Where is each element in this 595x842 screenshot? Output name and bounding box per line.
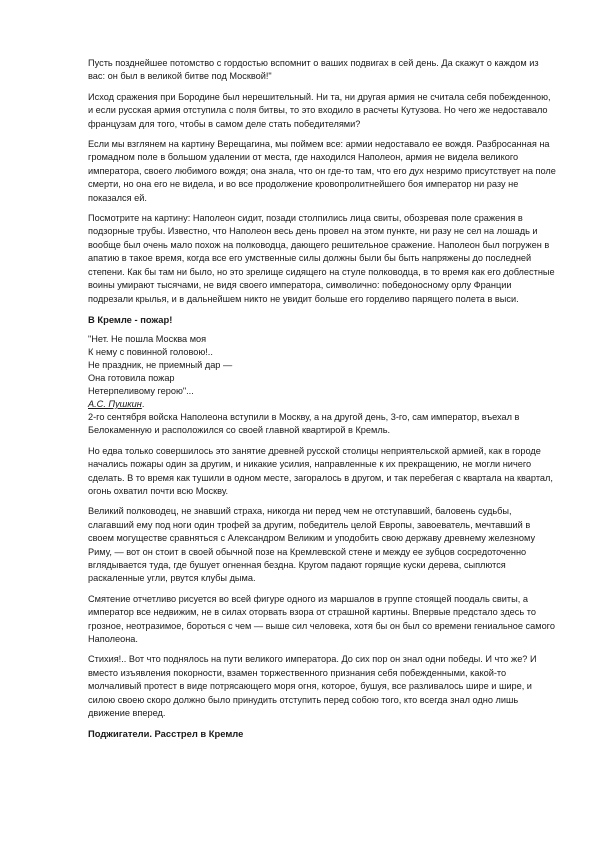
section-heading-arsonists: Поджигатели. Расстрел в Кремле bbox=[88, 728, 244, 740]
poem-line: "Нет. Не пошла Москва моя bbox=[88, 333, 207, 344]
section-heading-kremlin-fire: В Кремле - пожар! bbox=[88, 313, 173, 325]
paragraph-troops-enter-moscow: 2-го сентября войска Наполеона вступили в Москву, а на другой день, 3-го, сам император, въехал в Белокаменную и расположился со своей главной квартирой в Кремль. bbox=[88, 411, 520, 436]
paragraph-great-commander: Великий полководец, не знавший страха, никогда ни перед чем не отступавший, баловень судьбы, слагавший ему под ноги один трофей за другим, победитель целой Европы, завоеватель, мечтавший в своем могуществе сравняться с Александром Великим и уподобить свою державу древнему железному Риму, — вот он стоит в своей обычной позе на Кремлевской стене и между ее зубцов сосредоточенно вглядывается туда, где бушует огненная бездна. Кругом падают горящие куски дерева, сыплются раскаленные угли, рвутся клубы дыма. bbox=[88, 506, 536, 584]
paragraph-napoleon-sits: Посмотрите на картину: Наполеон сидит, позади столпились лица свиты, обозревая поле сражения в подзорные трубы. Известно, что Наполеон весь день провел на этом пункте, ни разу не сел на лошадь и вообще был очень мало похож на полководца, дающего решительное сражение. Наполеон был погружен в апатию в такое время, когда все его умственные силы должны были бы быть напряжены до последней степени. Как бы там ни было, но это зрелище сидящего на стуле полководца, в то время как его доблестные воины умирают тысячами, не видя своего императора, символично: победоносному орлу Франции подрезали крылья, и в дальнейшем никто не увидит больше его горделиво парящего полета в выси. bbox=[88, 213, 555, 304]
poem-line: Не праздник, не приемный дар — bbox=[88, 359, 233, 370]
poem-author bbox=[88, 398, 556, 411]
poem-author-link[interactable]: А.С. Пушкин bbox=[88, 398, 142, 409]
paragraph-borodino-outcome: Исход сражения при Бородине был нерешительный. Ни та, ни другая армия не считала себя побежденною, и если русская армия отступила с поля битвы, то это входило в расчеты Кутузова. Но чего же недоставало французам для того, чтобы в самом деле стать победителями? bbox=[88, 91, 551, 129]
paragraph-fires-begin: Но едва только совершилось это занятие древней русской столицы неприятельской армией, как в городе начались пожары один за другим, и никакие усилия, направленные к их прекращению, не могли ничего сделать. В то время как тушили в одном месте, загоралось в другом, и так перебегая с квартала на квартал, огонь охватил почти всю Москву. bbox=[88, 445, 553, 496]
paragraph-marshal-confusion: Смятение отчетливо рисуется во всей фигуре одного из маршалов в группе стоящей поодаль свиты, а император все недвижим, не в силах оторвать взора от страшной картины. Впервые предстало здесь то грозное, неотразимое, бороться с чем — выше сил человека, хотя бы он был со времени гениальное самого Наполеона. bbox=[88, 593, 555, 644]
poem-quote bbox=[88, 333, 556, 411]
paragraph-address-quote: Пусть позднейшее потомство с гордостью вспомнит о ваших подвигах в сей день. Да скажут о каждом из вас: он был в великой битве под Москвой!" bbox=[88, 58, 539, 82]
document-page bbox=[88, 57, 556, 747]
poem-author-suffix: . bbox=[141, 398, 145, 409]
paragraph-elements: Стихия!.. Вот что поднялось на пути великого императора. До сих пор он знал одни победы. И что же? И вместо изъявления покорности, взамен торжественного признания себя побежденными, какой-то молчаливый протест в виде потрясающего моря огня, которое, бушуя, все разливалось шире и шире, и силою своею скоро должно было принудить отступить перед собою того, кто всегда знал одно лишь движение вперед. bbox=[88, 654, 537, 719]
paragraph-vereshchagin-painting: Если мы взглянем на картину Верещагина, мы поймем все: армии недоставало ее вождя. Разбросанная на громадном поле в большом удалении от места, где находился Наполеон, армия не видела великого императора, своего любимого вождя; она знала, что он где-то там, что его дух незримо присутствует на поле смерти, но она его не видела, и во все продолжение кровопролитнейшего боя император ни разу не показался ей. bbox=[88, 139, 556, 203]
poem-line: К нему с повинной головою!.. bbox=[88, 346, 213, 357]
poem-line: Она готовила пожар bbox=[88, 372, 175, 383]
poem-line: Нетерпеливому герою"... bbox=[88, 385, 194, 396]
